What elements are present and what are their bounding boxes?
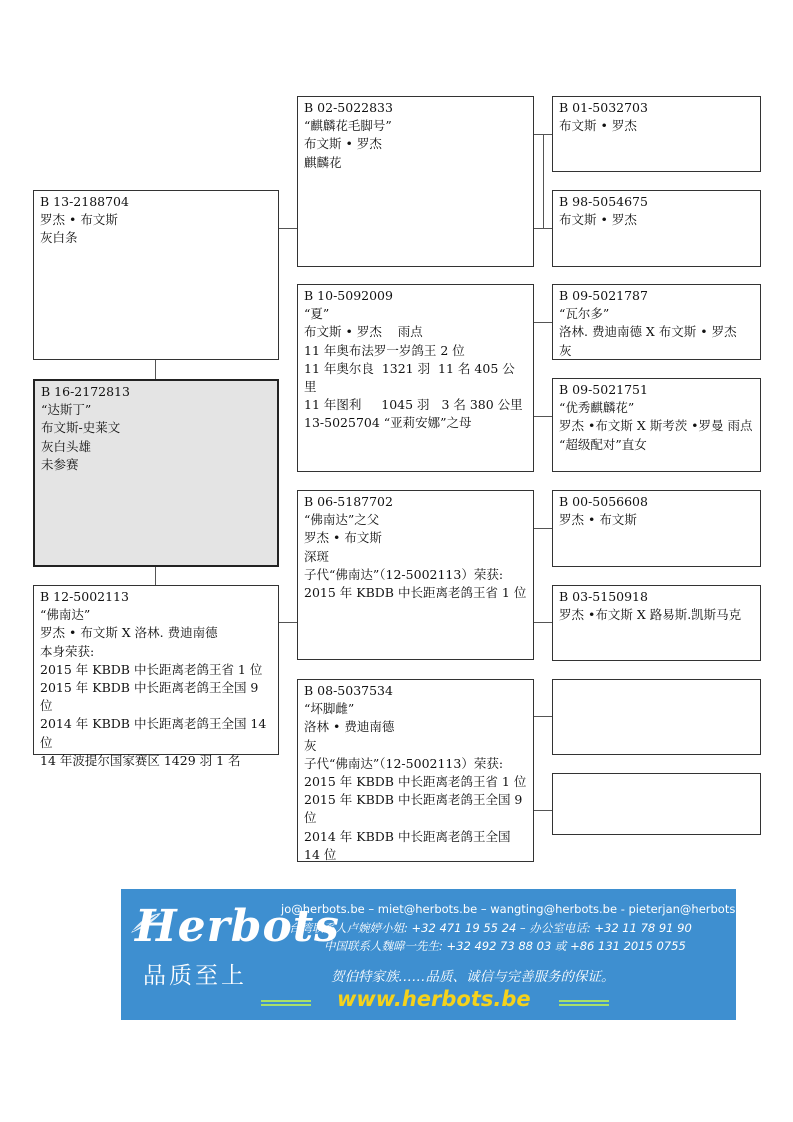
card-line: 深斑 [304,548,330,564]
card-line: 布文斯 • 罗杰 [304,136,382,152]
banner-deco-left [261,1000,311,1002]
card-line: 布文斯 • 罗杰 [559,212,637,228]
card-line: 罗杰 •布文斯 X 斯考茨 •罗曼 雨点 [559,418,753,434]
card-line: B 98-5054675 [559,194,648,209]
dam-card [33,585,279,768]
card-line: 2014 年 KBDB 中长距离老鸽王全国 14 位 [40,716,271,750]
card-line: 布文斯 • 罗杰 [559,118,637,134]
connector-subject-dam [155,567,156,585]
card-line: 罗杰 • 布文斯 X 洛林. 费迪南德 [40,625,218,641]
card-line: 灰白条 [40,230,78,246]
g3-card-1 [552,96,761,172]
connector-ds-2 [534,622,552,623]
connector-ss-bar [543,134,544,228]
card-line: 布文斯 • 罗杰 雨点 [304,324,423,340]
connector-ss-1 [534,134,543,135]
card-line: B 16-2172813 [41,384,130,399]
card-line: 子代“佛南达”（12-5002113）荣获: [304,755,504,771]
g3-card-7 [552,679,761,755]
banner-deco-left-2 [261,1004,311,1006]
connector-dam-grand [279,622,297,623]
herbots-logo: Herbots [135,901,340,952]
card-line: “达斯丁” [41,402,92,418]
card-line: 麒麟花 [304,154,342,170]
dam-sire-card [297,490,534,660]
card-line: B 09-5021751 [559,382,648,397]
g3-card-4 [552,378,761,472]
sire-card [33,190,279,360]
card-line: “瓦尔多” [559,306,610,322]
connector-sire-grand [279,228,297,229]
connector-sd-2 [534,416,552,417]
connector-ss-top [543,134,552,135]
card-line: 14 年波提尔国家赛区 1429 羽 1 名 [40,752,241,768]
banner-taiwan-contact: 台湾联系人卢婉婷小姐: +32 471 19 55 24 – 办公室电话: +32 11 78 91 90 [289,921,692,935]
sire-dam-card [297,284,534,472]
card-line: B 10-5092009 [304,288,393,303]
g3-card-5 [552,490,761,567]
card-line: 未参赛 [41,456,79,472]
card-line: “夏” [304,306,330,322]
card-line: 子代“佛南达”（12-5002113）荣获: [304,566,504,582]
connector-ss-2 [534,228,552,229]
card-line: B 09-5021787 [559,288,648,303]
card-line: “超级配对”直女 [559,436,647,452]
card-line: 2015 年 KBDB 中长距离老鸽王省 1 位 [40,661,263,677]
banner-emails[interactable]: jo@herbots.be – miet@herbots.be – wangting@herbots.be - pieterjan@herbots.be [281,902,754,916]
banner-china-contact: 中国联系人魏暐一先生: +32 492 73 88 03 或 +86 131 2015 0755 [324,939,686,953]
card-line: B 03-5150918 [559,589,648,604]
connector-ds-1 [534,528,552,529]
card-line: 2015 年 KBDB 中长距离老鸽王全国 9 位 [40,680,263,714]
banner-deco-right-2 [559,1004,609,1006]
card-line: 2015 年 KBDB 中长距离老鸽王省 1 位 [304,774,527,790]
banner-slogan: 品质至上 [143,963,247,989]
card-line: 洛林 • 费迪南德 [304,719,395,735]
g3-card-2 [552,190,761,267]
card-line: 2015 年 KBDB 中长距离老鸽王全国 9 位 [304,792,527,826]
sire-sire-card [297,96,534,267]
card-line: 罗杰 • 布文斯 [304,530,382,546]
card-line: B 00-5056608 [559,494,648,509]
card-line: 13-5025704 “亚莉安娜”之母 [304,415,472,431]
card-line: 灰 [559,342,572,358]
card-line: 洛林. 费迪南德 X 布文斯 • 罗杰 [559,324,737,340]
card-line: B 08-5037534 [304,683,393,698]
card-line: “佛南达”之父 [304,512,380,528]
card-line: 罗杰 •布文斯 X 路易斯.凯斯马克 [559,607,742,623]
card-line: 11 年奥布法罗一岁鸽王 2 位 [304,342,465,358]
card-line: 布文斯-史莱文 [41,420,121,436]
card-line: “麒麟花毛脚号” [304,118,392,134]
card-line: “坏脚雌” [304,701,355,717]
card-line: 灰 [304,737,317,753]
banner-tagline: 贺伯特家族……品质、诚信与完善服务的保证。 [331,969,615,985]
banner-website-link[interactable]: www.herbots.be [337,987,531,1011]
connector-dd-2 [534,810,552,811]
connector-subject-sire [155,360,156,379]
card-line: 灰白头雄 [41,438,92,454]
card-line: 本身荣获: [40,643,95,659]
herbots-banner [121,889,754,1020]
card-line: B 06-5187702 [304,494,393,509]
subject-card [33,379,279,567]
dam-dam-card [297,679,534,862]
card-line: B 02-5022833 [304,100,393,115]
card-line: B 12-5002113 [40,589,129,604]
card-line: B 01-5032703 [559,100,648,115]
card-line: 2014 年 KBDB 中长距离老鸽王全国 14 位 [304,828,515,862]
connector-sd-1 [534,322,552,323]
connector-dd-1 [534,716,552,717]
g3-card-3 [552,284,761,360]
card-line: “优秀麒麟花” [559,400,635,416]
card-line: 罗杰 • 布文斯 [40,212,118,228]
card-line: 罗杰 • 布文斯 [559,512,637,528]
card-line: B 13-2188704 [40,194,129,209]
g3-card-8 [552,773,761,835]
card-line: “佛南达” [40,607,91,623]
card-line: 11 年图利 1045 羽 3 名 380 公里 [304,397,523,413]
card-line: 2015 年 KBDB 中长距离老鸽王省 1 位 [304,585,527,601]
card-line: 11 年奥尔良 1321 羽 11 名 405 公里 [304,360,515,395]
g3-card-6 [552,585,761,661]
banner-deco-right [559,1000,609,1002]
